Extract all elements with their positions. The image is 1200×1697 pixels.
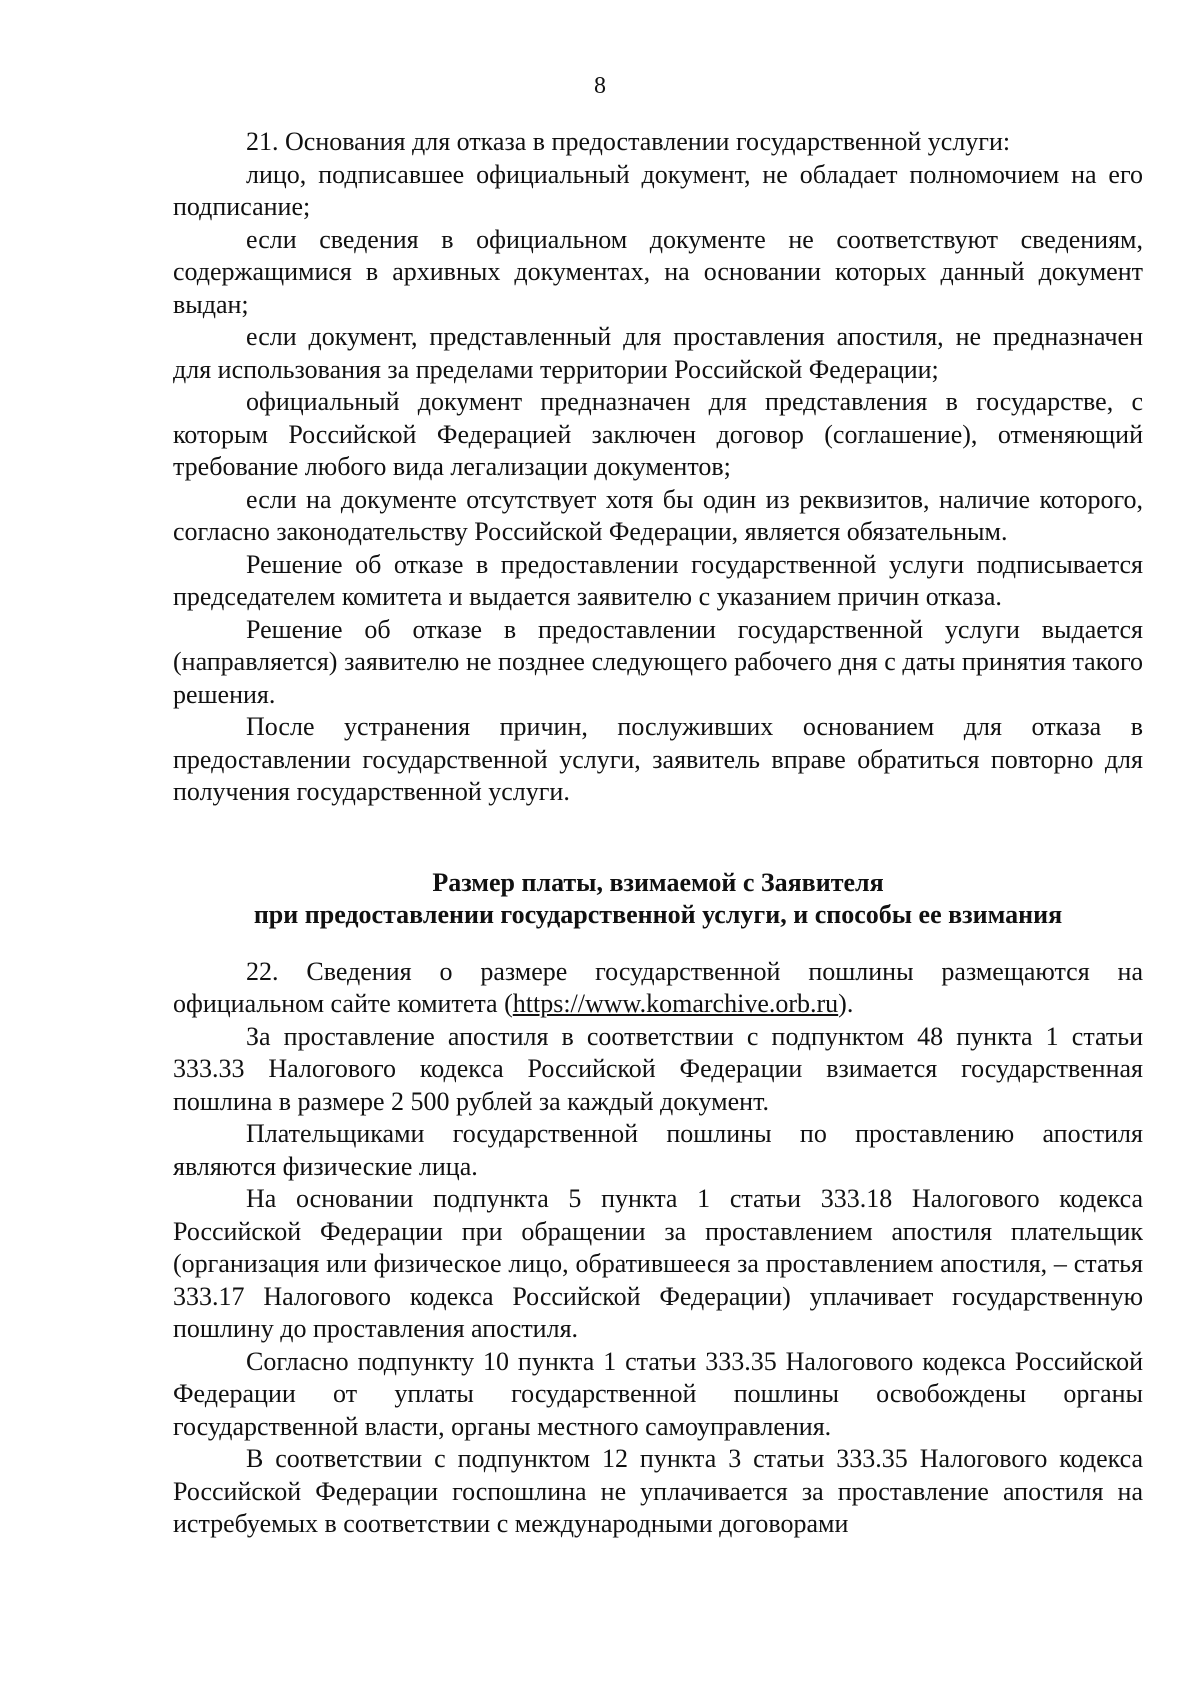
paragraph-22-intro <box>173 956 1143 1021</box>
komarchive-website-link[interactable]: https://www.komarchive.orb.ru <box>512 989 839 1018</box>
page-number: 8 <box>594 73 606 99</box>
paragraph-fee-payment-timing: На основании подпункта 5 пункта 1 статьи 333.18 Налогового кодекса Российской Федерации при обращении за проставлением апостиля плательщик (организация или физическое лицо, обратившееся за проставлением апостиля, – статья 333.17 Налогового кодекса Российской Федерации) уплачивает государственную пошлину до проставления апостиля. <box>173 1184 1143 1343</box>
paragraph-22-intro-end: ). <box>838 989 854 1018</box>
paragraph-repeat-request: После устранения причин, послуживших основанием для отказа в предоставлении государственной услуги, заявитель вправе обратиться повторно для получения государственной услуги. <box>173 712 1143 806</box>
paragraph-fee-exemption-authorities: Согласно подпункту 10 пункта 1 статьи 333.35 Налогового кодекса Российской Федерации от уплаты государственной пошлины освобождены органы государственной власти, органы местного самоуправления. <box>173 1346 1143 1441</box>
paragraph-refusal-reason-authority: лицо, подписавшее официальный документ, не обладает полномочием на его подписание; <box>173 159 1143 221</box>
section-spacer <box>173 809 1143 867</box>
paragraph-refusal-reason-treaty: официальный документ предназначен для представления в государстве, с которым Российской Федерацией заключен договор (соглашение), отменяющий требование любого вида легализации документов; <box>173 387 1143 481</box>
paragraph-fee-exemption-treaties: В соответствии с подпунктом 12 пункта 3 статьи 333.35 Налогового кодекса Российской Федерации госпошлина не уплачивается за проставление апостиля на истребуемых в соответствии с международными договорами <box>173 1444 1143 1538</box>
paragraph-fee-payers: Плательщиками государственной пошлины по проставлению апостиля являются физические лица. <box>173 1119 1143 1181</box>
paragraph-refusal-reason-territory: если документ, представленный для проставления апостиля, не предназначен для использования за пределами территории Российской Федерации; <box>173 322 1143 384</box>
document-body <box>173 126 1143 1541</box>
paragraph-refusal-issuance: Решение об отказе в предоставлении государственной услуги выдается (направляется) заявителю не позднее следующего рабочего дня с даты принятия такого решения. <box>173 614 1143 709</box>
paragraph-refusal-signing: Решение об отказе в предоставлении государственной услуги подписывается председателем комитета и выдается заявителю с указанием причин отказа. <box>173 549 1143 611</box>
section-heading-line-1: Размер платы, взимаемой с Заявителя <box>432 867 884 897</box>
paragraph-22-intro-text: 22. Сведения о размере государственной пошлины размещаются на официальном сайте комитета ( <box>173 956 1143 1018</box>
paragraph-refusal-reason-requisites: если на документе отсутствует хотя бы один из реквизитов, наличие которого, согласно законодательству Российской Федерации, является обязательным. <box>173 484 1143 546</box>
paragraph-refusal-reason-mismatch: если сведения в официальном документе не соответствуют сведениям, содержащимися в архивных документах, на основании которых данный документ выдан; <box>173 224 1143 319</box>
paragraph-fee-amount: За проставление апостиля в соответствии с подпунктом 48 пункта 1 статьи 333.33 Налогового кодекса Российской Федерации взимается государственная пошлина в размере 2 500 рублей за каждый документ. <box>173 1021 1143 1116</box>
heading-spacer <box>173 932 1143 956</box>
section-heading-line-2: при предоставлении государственной услуги, и способы ее взимания <box>253 900 1063 929</box>
paragraph-21-title: 21. Основания для отказа в предоставлении государственной услуги: <box>246 127 1011 156</box>
